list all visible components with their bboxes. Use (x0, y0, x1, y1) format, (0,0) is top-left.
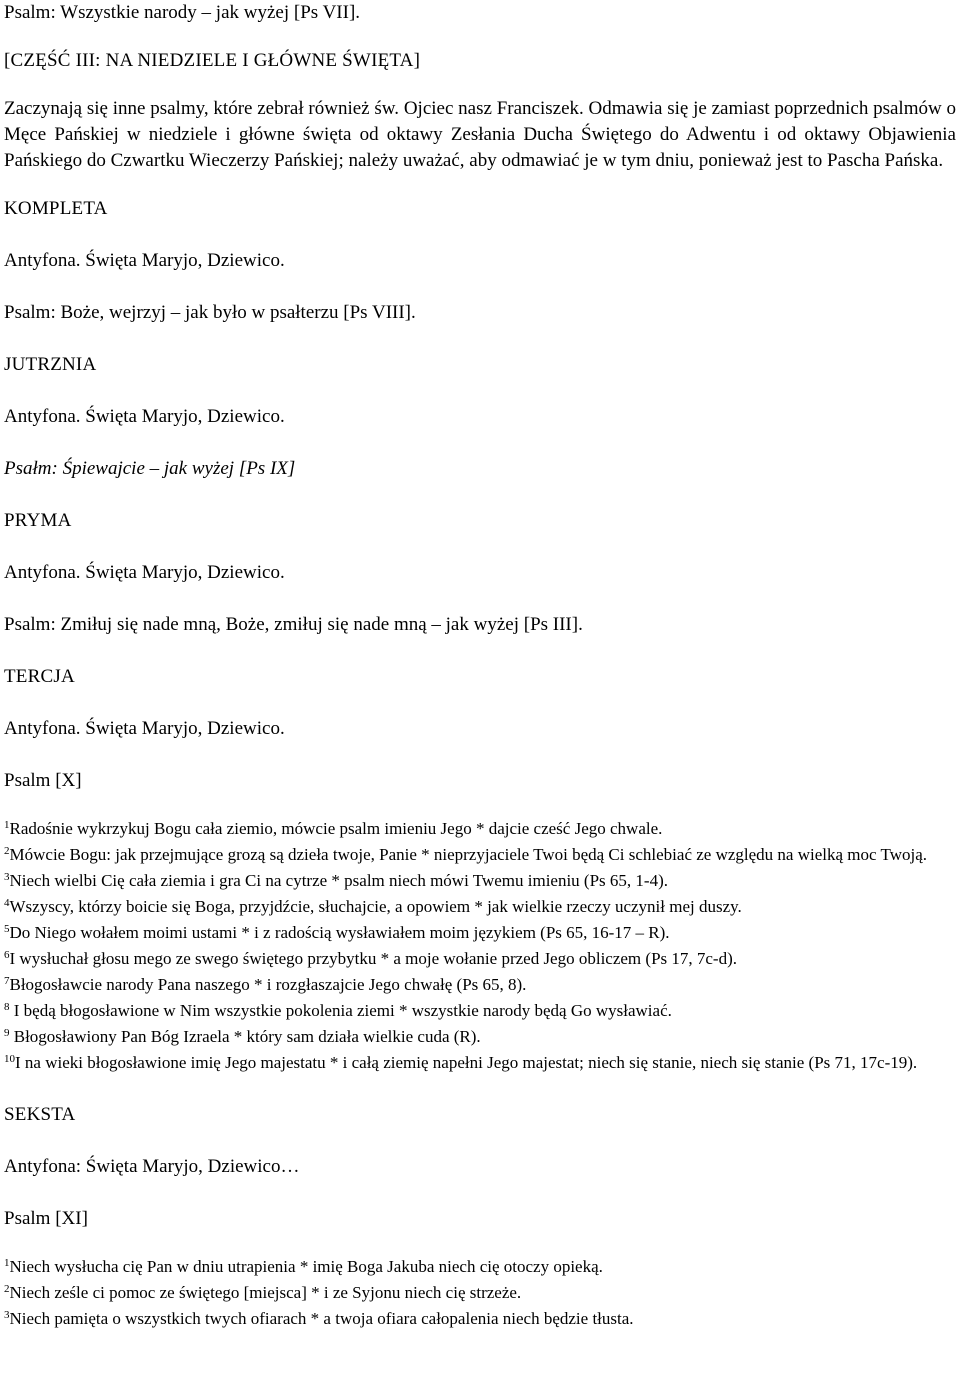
section-heading-tercja: TERCJA (4, 666, 75, 687)
antiphon-line: Antyfona. Święta Maryjo, Dziewico. (4, 250, 285, 271)
section-heading-seksta: SEKSTA (4, 1104, 76, 1125)
verse (4, 972, 954, 998)
psalm-line: Psałm: Śpiewajcie – jak wyżej [Ps IX] (4, 458, 296, 479)
part-heading: [CZĘŚĆ III: NA NIEDZIELE I GŁÓWNE ŚWIĘTA] (4, 50, 421, 71)
verse-text: Wszyscy, którzy boicie się Boga, przyjdźcie, słuchajcie, a opowiem * jak wielkie rzeczy uczynił mej duszy. (9, 897, 742, 916)
verse-number: 5 (4, 923, 10, 935)
verse-text: Niech pamięta o wszystkich twych ofiarach * a twoja ofiara całopalenia niech będzie tłusta. (9, 1309, 634, 1328)
verse-number: 3 (4, 871, 10, 883)
psalm-reference-line: Psalm: Wszystkie narody – jak wyżej [Ps VII]. (4, 2, 361, 23)
verse-number: 1 (4, 1257, 10, 1269)
section-heading-pryma: PRYMA (4, 510, 72, 531)
verse (4, 920, 954, 946)
verse-number: 1 (4, 819, 10, 831)
verse (4, 842, 954, 868)
intro-paragraph: Zaczynają się inne psalmy, które zebrał również św. Ojciec nasz Franciszek. Odmawia się je zamiast poprzednich psalmów o Męce Pańskiej w niedziele i główne święta od oktawy Zesłania Ducha Świętego do Adwentu i od oktawy Objawienia Pańskiego do Czwartku Wieczerzy Pańskiej; należy uważać, aby odmawiać je w tym dniu, ponieważ jest to Pascha Pańska. (4, 98, 956, 171)
verse-number: 2 (4, 845, 10, 857)
verse-list-tercja (4, 816, 956, 1076)
verse-text: Niech ześle ci pomoc ze świętego [miejsca] * i ze Syjonu niech cię strzeże. (9, 1283, 522, 1302)
psalm-line: Psalm: Boże, wejrzyj – jak było w psałterzu [Ps VIII]. (4, 302, 416, 323)
verse-number: 2 (4, 1283, 10, 1295)
verse (4, 1050, 954, 1076)
psalm-title: Psalm [X] (4, 770, 82, 791)
verse-text: I wysłuchał głosu mego ze swego świętego przybytku * a moje wołanie przed Jego obliczem (Ps 17, 7c-d). (9, 949, 738, 968)
verse-text: Radośnie wykrzykuj Bogu cała ziemio, mówcie psalm imieniu Jego * dajcie cześć Jego chwale. (9, 819, 663, 838)
verse (4, 1280, 954, 1306)
verse (4, 946, 954, 972)
verse-text: Błogosławcie narody Pana naszego * i rozgłaszajcie Jego chwałę (Ps 65, 8). (9, 975, 527, 994)
verse-text: Błogosławiony Pan Bóg Izraela * który sam działa wielkie cuda (R). (9, 1027, 481, 1046)
verse-number: 4 (4, 897, 10, 909)
document-page (4, 0, 956, 1332)
verse (4, 868, 954, 894)
verse (4, 998, 954, 1024)
verse-number: 7 (4, 975, 10, 987)
verse-list-seksta (4, 1254, 956, 1332)
psalm-line: Psalm: Zmiłuj się nade mną, Boże, zmiłuj się nade mną – jak wyżej [Ps III]. (4, 614, 583, 635)
antiphon-line: Antyfona. Święta Maryjo, Dziewico. (4, 562, 285, 583)
verse-text: I będą błogosławione w Nim wszystkie pokolenia ziemi * wszystkie narody będą Go wysławiać. (9, 1001, 672, 1020)
verse-number: 6 (4, 949, 10, 961)
verse-number: 8 (4, 1001, 10, 1013)
verse-number: 3 (4, 1309, 10, 1321)
verse (4, 816, 954, 842)
verse-text: I na wieki błogosławione imię Jego majestatu * i całą ziemię napełni Jego majestat; niech się stanie, niech się stanie (Ps 71, 17c-19). (15, 1053, 918, 1072)
antiphon-line: Antyfona. Święta Maryjo, Dziewico. (4, 406, 285, 427)
psalm-title: Psalm [XI] (4, 1208, 88, 1229)
verse (4, 1024, 954, 1050)
verse-text: Niech wielbi Cię cała ziemia i gra Ci na cytrze * psalm niech mówi Twemu imieniu (Ps 65, 1-4). (9, 871, 668, 890)
verse (4, 1306, 954, 1332)
antiphon-line: Antyfona. Święta Maryjo, Dziewico. (4, 718, 285, 739)
verse-text: Mówcie Bogu: jak przejmujące grozą są dzieła twoje, Panie * nieprzyjaciele Twoi będą Ci schlebiać ze względu na wielką moc Twoją. (9, 845, 927, 864)
verse-text: Do Niego wołałem moimi ustami * i z radością wysławiałem moim językiem (Ps 65, 16-17 – R). (9, 923, 670, 942)
verse-number: 9 (4, 1027, 10, 1039)
antiphon-line: Antyfona: Święta Maryjo, Dziewico… (4, 1156, 300, 1177)
verse-text: Niech wysłucha cię Pan w dniu utrapienia * imię Boga Jakuba niech cię otoczy opieką. (9, 1257, 603, 1276)
section-heading-jutrznia: JUTRZNIA (4, 354, 97, 375)
verse (4, 1254, 954, 1280)
verse-number: 10 (4, 1053, 15, 1065)
verse (4, 894, 954, 920)
section-heading-kompleta: KOMPLETA (4, 198, 108, 219)
